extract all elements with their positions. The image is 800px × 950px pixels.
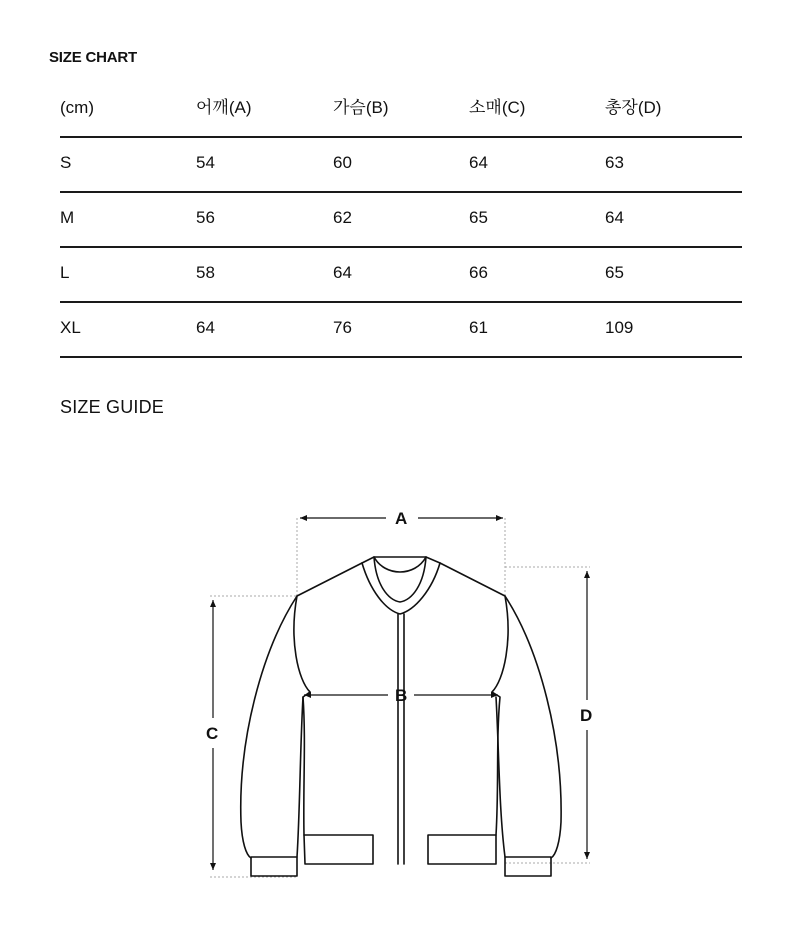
column-header-unit: (cm) [60,98,94,117]
sleeve-measure-label: C [206,724,219,743]
chest-value: 62 [333,208,352,227]
shoulder-value: 64 [196,318,215,337]
shoulder-measure-label: A [395,509,408,528]
chest-value: 60 [333,153,352,172]
chest-value: 76 [333,318,352,337]
length-value: 64 [605,208,624,227]
sleeve-value: 66 [469,263,488,282]
shoulder-value: 58 [196,263,215,282]
jacket-outline [241,557,561,876]
length-measure-label: D [580,706,593,725]
size-label: M [60,208,75,227]
length-value: 63 [605,153,624,172]
shoulder-value: 56 [196,208,215,227]
size-chart-heading: SIZE CHART [49,49,138,66]
size-label: XL [60,318,81,337]
size-label: S [60,153,72,172]
column-header-shoulder: 어깨(A) [196,98,252,117]
shoulder-value: 54 [196,153,215,172]
length-value: 65 [605,263,624,282]
column-header-sleeve: 소매(C) [469,98,526,117]
size-label: L [60,263,70,282]
column-header-length: 총장(D) [605,98,662,117]
length-value: 109 [605,318,634,337]
sleeve-value: 61 [469,318,488,337]
chest-measure-label: B [395,686,408,705]
chest-value: 64 [333,263,352,282]
column-header-chest: 가슴(B) [333,98,389,117]
sleeve-value: 65 [469,208,488,227]
size-guide-heading: SIZE GUIDE [60,397,165,417]
sleeve-value: 64 [469,153,488,172]
